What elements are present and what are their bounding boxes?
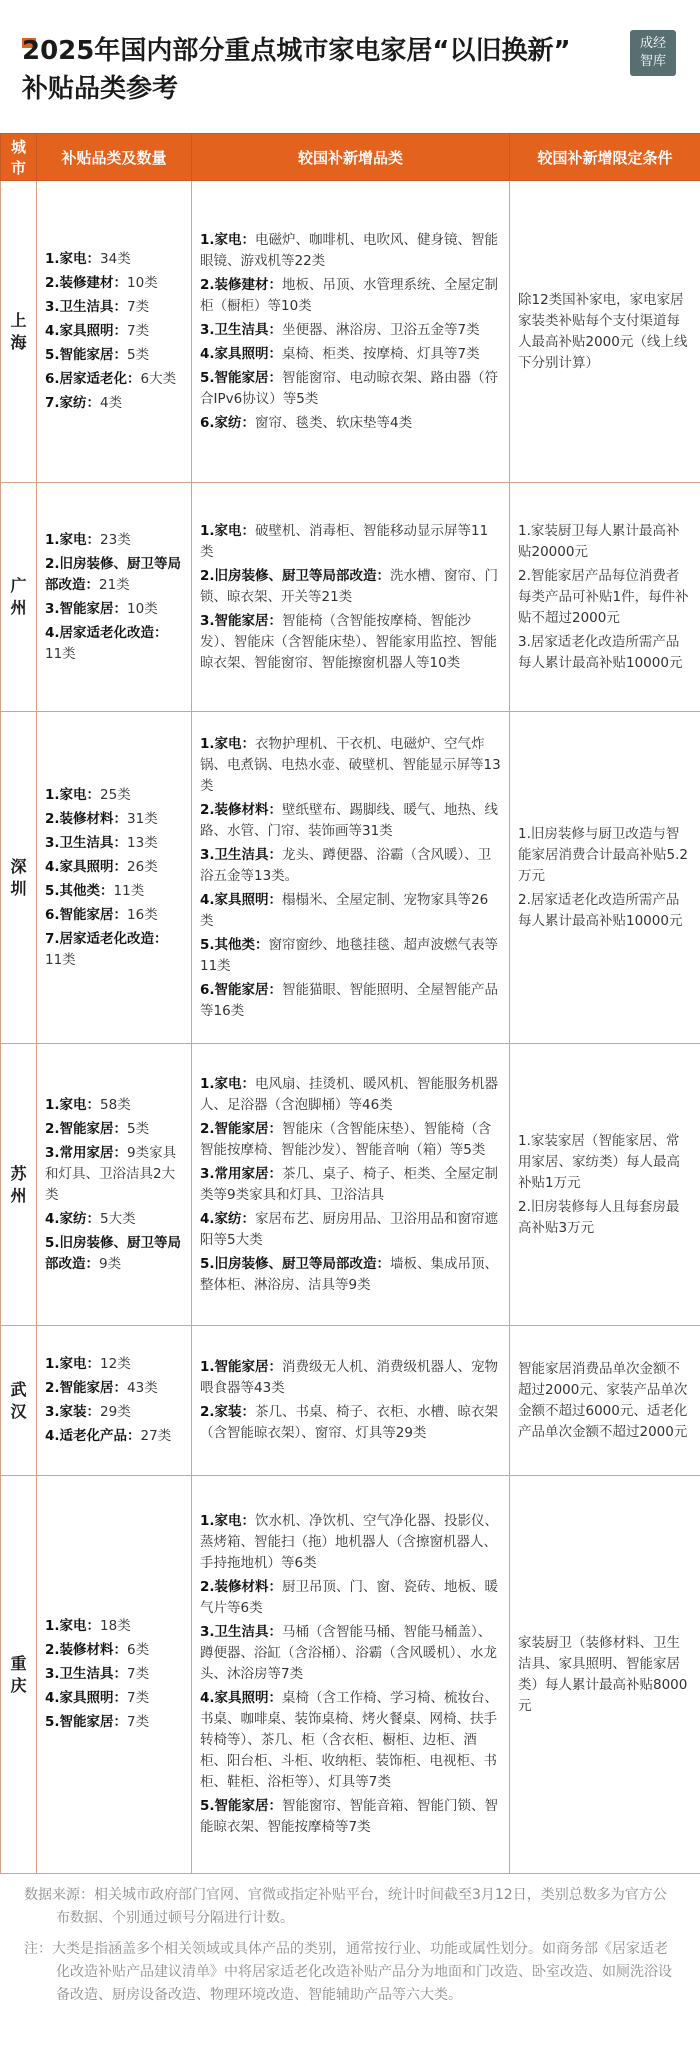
category-name: 2.装修材料：: [45, 1642, 128, 1658]
category-count: 27类: [140, 1428, 172, 1444]
category-item: [45, 273, 183, 294]
data-source-note: 数据来源：相关城市政府部门官网、官微或指定补贴平台，统计时间截至3月12日，类别总数多为官方公布数据、个别通过顿号分隔进行计数。: [24, 1887, 667, 1926]
new-item-name: 5.智能家居：: [200, 369, 283, 386]
table-row: [1, 1044, 700, 1326]
new-item: [200, 1357, 501, 1399]
category-count: 10类: [127, 275, 158, 291]
category-name: 2.智能家居：: [45, 1120, 128, 1137]
new-item-text: 家居布艺、厨房用品、卫浴用品和窗帘遮阳等5大类: [200, 1210, 499, 1248]
condition-item: 1.家装家居（智能家居、常用家居、家纺类）每人最高补贴1万元: [518, 1132, 680, 1191]
category-name: 7.家纺：: [45, 395, 101, 411]
category-count: 16类: [127, 906, 158, 923]
new-item: [200, 1254, 501, 1296]
table-row: [1, 181, 700, 483]
new-item-name: 4.家具照明：: [200, 891, 283, 908]
new-item-name: 3.智能家居：: [200, 612, 283, 629]
city-cell: [1, 1326, 37, 1476]
new-item-name: 2.家装：: [200, 1404, 256, 1420]
category-item: [45, 833, 183, 854]
city-cell: [1, 181, 37, 483]
category-name: 2.装修建材：: [45, 275, 128, 291]
header-new-items: 较国补新增品类: [192, 134, 510, 181]
new-item: [200, 1688, 501, 1793]
category-item: [45, 1209, 183, 1230]
new-items-cell: [192, 1476, 510, 1874]
new-item: [200, 521, 501, 563]
new-item: [200, 566, 501, 608]
category-item: [45, 881, 183, 902]
category-name: 3.卫生洁具：: [45, 299, 128, 315]
new-item-name: 5.其他类：: [200, 936, 269, 953]
category-name: 4.家具照明：: [45, 323, 128, 339]
new-items-cell: [192, 712, 510, 1044]
category-item: [45, 1378, 183, 1399]
category-count: 6大类: [140, 371, 177, 387]
city-char: 海: [10, 332, 27, 352]
new-item: [200, 368, 501, 410]
categories-cell: [37, 1044, 192, 1326]
city-cell: [1, 1476, 37, 1874]
condition-item: 1.旧房装修与厨卫改造与智能家居消费合计最高补贴5.2万元: [518, 825, 688, 884]
category-count: 9类家具和灯具、卫浴洁具2大类: [45, 1144, 177, 1203]
new-items-cell: [192, 181, 510, 483]
category-count: 5类: [127, 1120, 150, 1137]
category-name: 3.卫生洁具：: [45, 1666, 128, 1682]
category-item: [45, 554, 183, 596]
new-item: [200, 1796, 501, 1838]
new-item-text: 窗帘窗纱、地毯挂毯、超声波燃气表等11类: [200, 936, 499, 974]
categories-cell: [37, 1476, 192, 1874]
category-item: [45, 599, 183, 620]
category-item: [45, 809, 183, 830]
category-name: 3.常用家居：: [45, 1144, 128, 1161]
new-item: [200, 1164, 501, 1206]
city-cell: [1, 1044, 37, 1326]
condition-item: 2.智能家居产品每位消费者每类产品可补贴1件，每件补贴不超过2000元: [518, 567, 689, 626]
category-item: [45, 1712, 183, 1733]
category-count: 5大类: [100, 1210, 136, 1227]
new-item-text: 破壁机、消毒柜、智能移动显示屏等11类: [200, 522, 489, 560]
category-name: 1.家电：: [45, 786, 101, 803]
category-name: 1.家电：: [45, 531, 101, 548]
new-item: [200, 734, 501, 797]
title-line-2: 补贴品类参考: [22, 74, 179, 104]
conditions-cell: [510, 181, 700, 483]
category-item: [45, 297, 183, 318]
category-item: [45, 1426, 183, 1447]
new-item-name: 2.装修材料：: [200, 1579, 283, 1595]
new-items-cell: [192, 1044, 510, 1326]
category-name: 1.家电：: [45, 1618, 101, 1634]
subsidy-table: [0, 133, 700, 1874]
new-item-name: 3.常用家居：: [200, 1165, 283, 1182]
category-item: [45, 1640, 183, 1661]
new-item-text: 龙头、蹲便器、浴霸（含风暖）、卫浴五金等13类。: [200, 846, 492, 884]
category-item: [45, 345, 183, 366]
category-count: 25类: [100, 786, 131, 803]
category-count: 58类: [100, 1096, 131, 1113]
page-title: [22, 32, 622, 108]
new-item: [200, 320, 501, 341]
new-item-text: 窗帘、毯类、软床垫等4类: [255, 414, 413, 431]
category-item: [45, 249, 183, 270]
category-name: 5.旧房装修、厨卫等局部改造：: [45, 1234, 182, 1272]
new-item: [200, 413, 501, 434]
new-item-name: 1.家电：: [200, 522, 256, 539]
category-count: 11类: [113, 882, 145, 899]
table-row: [1, 712, 700, 1044]
new-item: [200, 1074, 501, 1116]
category-count: 10类: [127, 600, 158, 617]
new-item-name: 5.智能家居：: [200, 1798, 283, 1814]
category-count: 31类: [127, 810, 158, 827]
new-item-name: 2.智能家居：: [200, 1120, 283, 1137]
new-item-text: 榻榻米、全屋定制、宠物家具等26类: [200, 891, 489, 929]
city-char: 圳: [10, 878, 27, 898]
new-item: [200, 1622, 501, 1685]
category-item: [45, 857, 183, 878]
new-items-cell: [192, 483, 510, 712]
conditions-cell: [510, 1044, 700, 1326]
conditions-cell: [510, 483, 700, 712]
category-name: 5.智能家居：: [45, 1714, 128, 1730]
new-item: [200, 1577, 501, 1619]
city-char: 重: [10, 1653, 27, 1673]
category-name: 1.家电：: [45, 251, 101, 267]
category-count: 7类: [127, 323, 150, 339]
category-count: 29类: [100, 1404, 131, 1420]
table-row: [1, 483, 700, 712]
category-name: 2.装修材料：: [45, 810, 128, 827]
category-count: 21类: [99, 576, 130, 593]
new-item-text: 桌椅（含工作椅、学习椅、梳妆台、书桌、咖啡桌、装饰桌椅、烤火餐桌、网椅、扶手转椅等）、茶几、柜（含衣柜、橱柜、边柜、酒柜、阳台柜、斗柜、收纳柜、装饰柜、电视柜、书柜、鞋柜、浴柜等）、灯具等7类: [200, 1690, 499, 1790]
category-item: [45, 1143, 183, 1206]
new-item: [200, 980, 501, 1022]
category-item: [45, 1688, 183, 1709]
new-item-text: 智能椅（含智能按摩椅、智能沙发）、智能床（含智能床垫）、智能家用监控、智能晾衣架、智能窗帘、智能擦窗机器人等10类: [200, 612, 497, 671]
new-item: [200, 275, 501, 317]
category-name: 4.家纺：: [45, 1210, 101, 1227]
category-count: 34类: [100, 251, 131, 267]
footnotes: [0, 1880, 700, 2015]
condition-item: 智能家居消费品单次金额不超过2000元、家装产品单次金额不超过6000元、适老化产品单次金额不超过2000元: [518, 1360, 688, 1440]
new-item: [200, 1119, 501, 1161]
new-item-text: 衣物护理机、干衣机、电磁炉、空气炸锅、电煮锅、电热水壶、破壁机、智能显示屏等13类: [200, 735, 501, 794]
categories-cell: [37, 712, 192, 1044]
new-item-text: 洗水槽、窗帘、门锁、晾衣架、开关等21类: [200, 567, 499, 605]
city-char: 武: [10, 1379, 27, 1399]
category-name: 2.旧房装修、厨卫等局部改造：: [45, 555, 182, 593]
new-item-name: 6.家纺：: [200, 414, 256, 431]
new-item: [200, 1209, 501, 1251]
new-item-name: 4.家具照明：: [200, 345, 283, 362]
new-item: [200, 230, 501, 272]
category-item: [45, 1402, 183, 1423]
category-name: 5.其他类：: [45, 882, 114, 899]
category-item: [45, 530, 183, 551]
category-name: 4.家具照明：: [45, 858, 128, 875]
category-name: 6.智能家居：: [45, 906, 128, 923]
condition-item: 2.旧房装修每人且每套房最高补贴3万元: [518, 1198, 680, 1236]
new-item-text: 壁纸壁布、踢脚线、暖气、地热、线路、水管、门帘、装饰画等31类: [200, 801, 499, 839]
new-item-text: 智能床（含智能床垫）、智能椅（含智能按摩椅、智能沙发）、智能音响（箱）等5类: [200, 1120, 492, 1158]
brand-logo: [630, 30, 676, 76]
new-item-text: 饮水机、净饮机、空气净化器、投影仪、蒸烤箱、智能扫（拖）地机器人（含擦窗机器人、手持拖地机）等6类: [200, 1513, 499, 1571]
new-item-name: 1.家电：: [200, 1513, 256, 1529]
category-count: 43类: [127, 1380, 158, 1396]
category-name: 7.居家适老化改造：: [45, 930, 168, 947]
new-item-name: 1.家电：: [200, 1075, 256, 1092]
new-item-text: 电风扇、挂烫机、暖风机、智能服务机器人、足浴器（含泡脚桶）等46类: [200, 1075, 499, 1113]
city-char: 州: [10, 598, 27, 617]
category-item: [45, 1233, 183, 1275]
category-item: [45, 623, 183, 665]
new-item-text: 茶几、桌子、椅子、柜类、全屋定制类等9类家具和灯具、卫浴洁具: [200, 1165, 499, 1203]
new-item: [200, 800, 501, 842]
category-name: 2.智能家居：: [45, 1380, 128, 1396]
new-item-text: 马桶（含智能马桶、智能马桶盖）、蹲便器、浴缸（含浴桶）、浴霸（含风暖机）、水龙头、沐浴房等7类: [200, 1624, 497, 1682]
table-header-row: [1, 134, 700, 181]
condition-item: 2.居家适老化改造所需产品每人累计最高补贴10000元: [518, 891, 683, 929]
new-item-text: 茶几、书桌、椅子、衣柜、水槽、晾衣架（含智能晾衣架）、窗帘、灯具等29类: [200, 1404, 499, 1441]
city-cell: [1, 483, 37, 712]
condition-item: 3.居家适老化改造所需产品每人累计最高补贴10000元: [518, 633, 683, 671]
header-categories: 补贴品类及数量: [37, 134, 192, 181]
new-item-text: 消费级无人机、消费级机器人、宠物喂食器等43类: [200, 1359, 499, 1396]
new-item-name: 1.家电：: [200, 231, 256, 248]
category-count: 7类: [127, 299, 150, 315]
condition-item: 家装厨卫（装修材料、卫生洁具、家具照明、智能家居类）每人累计最高补贴8000元: [518, 1634, 688, 1714]
page-header: [0, 0, 700, 133]
new-item-name: 1.智能家居：: [200, 1359, 283, 1375]
new-item-name: 5.旧房装修、厨卫等局部改造：: [200, 1255, 391, 1272]
category-count: 7类: [127, 1714, 150, 1730]
new-item-text: 厨卫吊顶、门、窗、瓷砖、地板、暖气片等6类: [200, 1579, 499, 1616]
definition-note: 注：大类是指涵盖多个相关领域或具体产品的类别，通常按行业、功能或属性划分。如商务部《居家适老化改造补贴产品建议清单》中将居家适老化改造补贴产品分为地面和门改造、卧室改造、如厕洗浴设备改造、厨房设备改造、物理环境改造、智能辅助产品等六大类。: [24, 1941, 672, 2003]
category-item: [45, 1664, 183, 1685]
category-item: [45, 905, 183, 926]
new-item-name: 2.装修建材：: [200, 276, 283, 293]
category-item: [45, 393, 183, 414]
new-item-name: 3.卫生洁具：: [200, 1624, 283, 1640]
conditions-cell: [510, 1476, 700, 1874]
category-item: [45, 929, 183, 971]
category-name: 4.适老化产品：: [45, 1428, 141, 1444]
header-city: 城市: [1, 134, 37, 181]
new-item-text: 智能窗帘、智能音箱、智能门锁、智能晾衣架、智能按摩椅等7类: [200, 1798, 499, 1835]
logo-text: 成经智库: [639, 36, 666, 69]
new-items-cell: [192, 1326, 510, 1476]
new-item-text: 智能窗帘、电动晾衣架、路由器（符合IPv6协议）等5类: [200, 369, 499, 407]
new-item-text: 智能猫眼、智能照明、全屋智能产品等16类: [200, 981, 499, 1019]
city-char: 广: [10, 576, 27, 595]
city-cell: [1, 712, 37, 1044]
new-item: [200, 611, 501, 674]
new-item-name: 2.装修材料：: [200, 801, 283, 818]
categories-cell: [37, 1326, 192, 1476]
category-count: 7类: [127, 1690, 150, 1706]
new-item-name: 3.卫生洁具：: [200, 321, 283, 338]
category-name: 3.卫生洁具：: [45, 834, 128, 851]
category-item: [45, 321, 183, 342]
category-item: [45, 369, 183, 390]
new-item-name: 1.家电：: [200, 735, 256, 752]
category-count: 13类: [127, 834, 158, 851]
new-item: [200, 1402, 501, 1444]
new-item-text: 桌椅、柜类、按摩椅、灯具等7类: [282, 345, 480, 362]
category-name: 1.家电：: [45, 1096, 101, 1113]
category-count: 26类: [127, 858, 158, 875]
category-item: [45, 1095, 183, 1116]
city-char: 庆: [10, 1675, 27, 1695]
header-conditions: 较国补新增限定条件: [510, 134, 700, 181]
new-item: [200, 344, 501, 365]
category-count: 18类: [100, 1618, 131, 1634]
category-count: 9类: [99, 1255, 122, 1272]
category-count: 7类: [127, 1666, 150, 1682]
category-item: [45, 1354, 183, 1375]
new-item-text: 墙板、集成吊顶、整体柜、淋浴房、洁具等9类: [200, 1255, 499, 1293]
conditions-cell: [510, 1326, 700, 1476]
category-name: 1.家电：: [45, 1356, 101, 1372]
category-name: 5.智能家居：: [45, 347, 128, 363]
category-item: [45, 785, 183, 806]
new-item-name: 4.家具照明：: [200, 1690, 283, 1706]
new-item: [200, 890, 501, 932]
table-row: [1, 1326, 700, 1476]
new-item-name: 3.卫生洁具：: [200, 846, 283, 863]
title-line-1: 2025年国内部分重点城市家电家居“以旧换新”: [22, 36, 571, 66]
category-count: 11类: [45, 645, 76, 662]
category-count: 12类: [100, 1356, 131, 1372]
categories-cell: [37, 483, 192, 712]
new-item: [200, 845, 501, 887]
category-name: 4.家具照明：: [45, 1690, 128, 1706]
category-name: 3.家装：: [45, 1404, 101, 1420]
city-char: 深: [10, 856, 27, 876]
category-count: 6类: [127, 1642, 150, 1658]
new-item-name: 4.家纺：: [200, 1210, 256, 1227]
category-count: 5类: [127, 347, 150, 363]
category-name: 6.居家适老化：: [45, 371, 141, 387]
conditions-cell: [510, 712, 700, 1044]
category-item: [45, 1119, 183, 1140]
category-count: 11类: [45, 951, 76, 968]
city-char: 州: [10, 1185, 27, 1205]
condition-item: 除12类国补家电，家电家居家装类补贴每个支付渠道每人最高补贴2000元（线上线下分别计算）: [518, 291, 688, 371]
new-item: [200, 935, 501, 977]
new-item-text: 地板、吊顶、水管理系统、全屋定制柜（橱柜）等10类: [200, 276, 499, 314]
table-row: [1, 1476, 700, 1874]
city-char: 苏: [10, 1163, 27, 1183]
condition-item: 1.家装厨卫每人累计最高补贴20000元: [518, 522, 680, 560]
category-name: 3.智能家居：: [45, 600, 128, 617]
category-count: 23类: [100, 531, 131, 548]
category-name: 4.居家适老化改造：: [45, 624, 168, 641]
new-item-name: 6.智能家居：: [200, 981, 283, 998]
category-item: [45, 1616, 183, 1637]
new-item: [200, 1511, 501, 1574]
category-count: 4类: [100, 395, 123, 411]
new-item-text: 电磁炉、咖啡机、电吹风、健身镜、智能眼镜、游戏机等22类: [200, 231, 499, 269]
new-item-name: 2.旧房装修、厨卫等局部改造：: [200, 567, 391, 584]
city-char: 上: [10, 310, 27, 330]
categories-cell: [37, 181, 192, 483]
city-char: 汉: [10, 1401, 27, 1421]
new-item-text: 坐便器、淋浴房、卫浴五金等7类: [282, 321, 480, 338]
